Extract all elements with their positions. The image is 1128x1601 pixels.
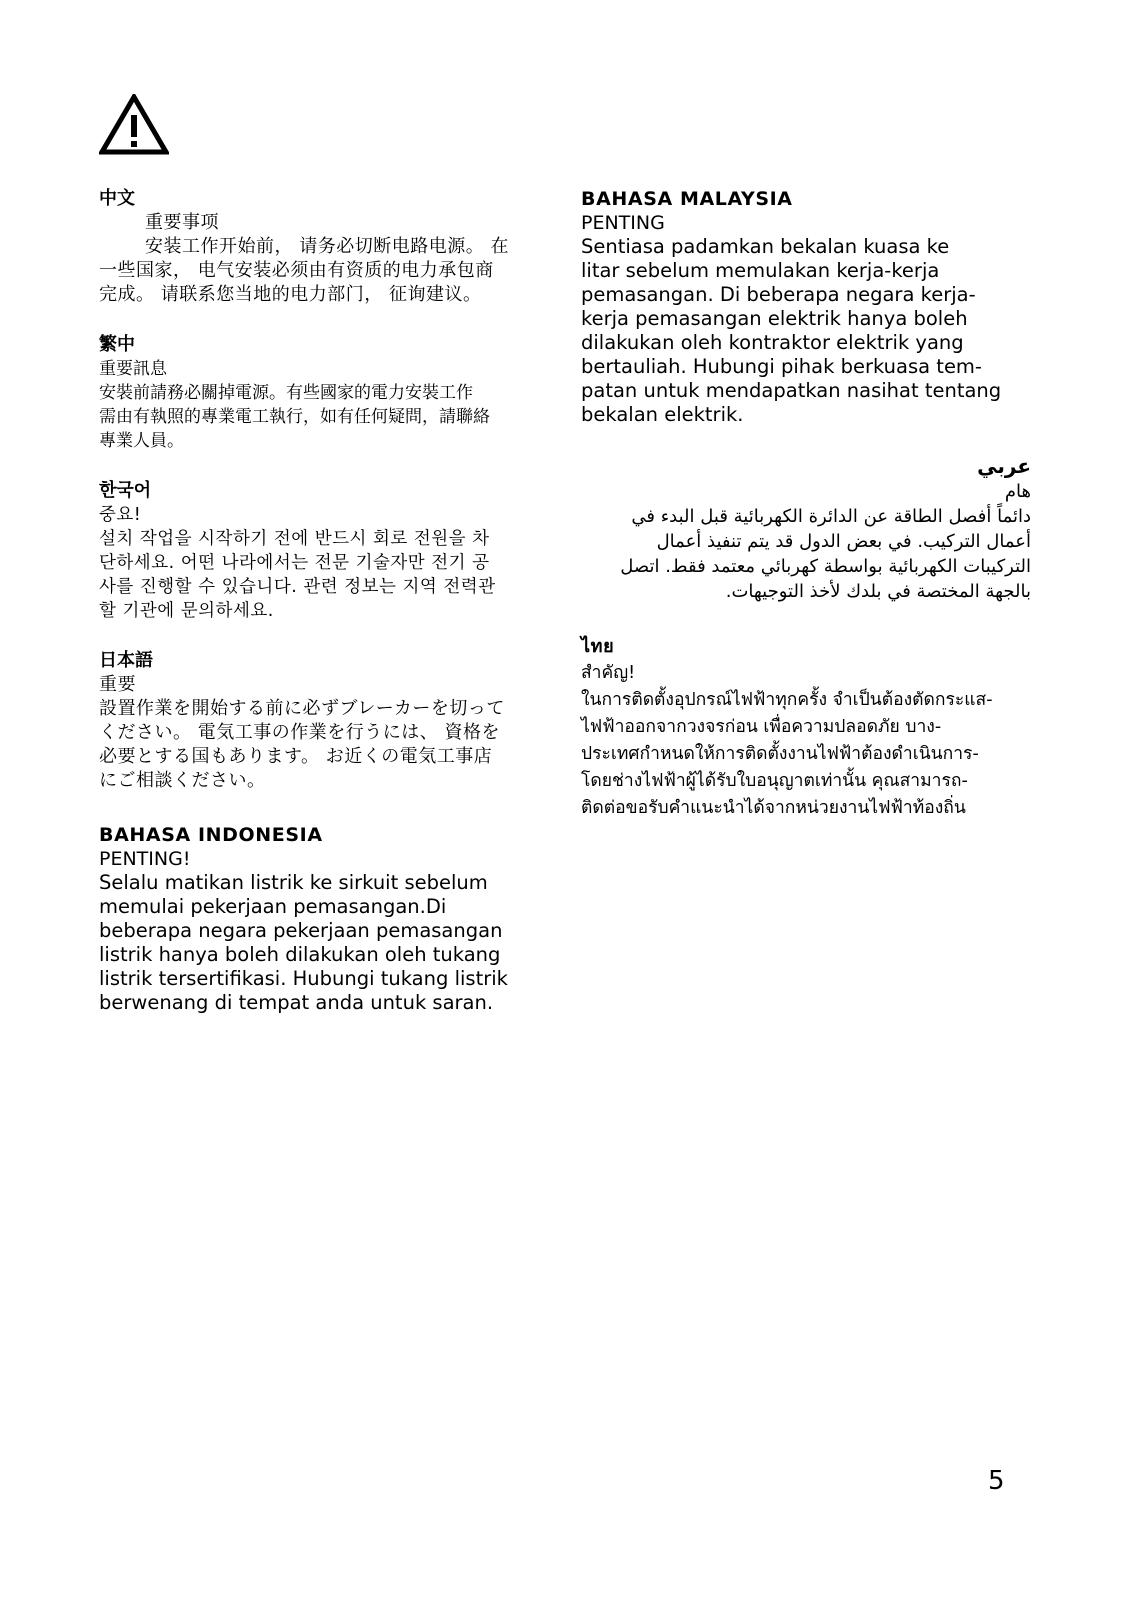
section-heading: 日本語	[99, 650, 153, 671]
section-thai	[581, 634, 1031, 822]
body-line: ประเทศกำหนดให้การติดตั้งงานไฟฟ้าต้องดำเนินการ-	[581, 744, 979, 764]
section-subheading: هام	[1004, 481, 1031, 502]
body-line: 설치 작업을 시작하기 전에 반드시 회로 전원을 차	[99, 529, 490, 549]
body-line: listrik tersertifikasi. Hubungi tukang listrik	[99, 967, 508, 990]
body-line: بالجهة المختصة في بلدك لأخذ التوجيهات.	[725, 581, 1031, 602]
body-line: 단하세요. 어떤 나라에서는 전문 기술자만 전기 공	[99, 553, 490, 573]
body-line: ไฟฟ้าออกจากวงจรก่อน เพื่อความปลอดภัย บาง-	[581, 717, 942, 737]
page-number: 5	[988, 1466, 1005, 1496]
section-korean	[99, 479, 549, 623]
body-line: memulai pekerjaan pemasangan.Di	[99, 895, 447, 918]
body-line: bekalan elektrik.	[581, 403, 744, 426]
section-japanese	[99, 649, 549, 793]
body-line: التركيبات الكهربائية بواسطة كهربائي معتمد فقط. اتصل	[620, 556, 1031, 577]
section-heading: BAHASA INDONESIA	[99, 824, 323, 846]
right-column	[581, 187, 1031, 822]
body-line: 設置作業を開始する前に必ずブレーカーを切って	[99, 698, 505, 719]
section-subheading: PENTING!	[99, 848, 191, 870]
body-line: berwenang di tempat anda untuk saran.	[99, 991, 494, 1014]
body-line: 安装工作开始前， 请务必切断电路电源。 在	[145, 236, 509, 257]
body-line: ติดต่อขอรับคำแนะนำได้จากหน่วยงานไฟฟ้าท้องถิ่น	[581, 798, 966, 818]
section-subheading: 重要訊息	[99, 359, 167, 379]
body-line: 安裝前請務必關掉電源。有些國家的電力安裝工作	[99, 383, 473, 403]
body-line: beberapa negara pekerjaan pemasangan	[99, 919, 503, 942]
section-subheading: 重要事项	[145, 212, 219, 233]
body-line: pemasangan. Di beberapa negara kerja-	[581, 283, 976, 306]
body-line: ください。 電気工事の作業を行うには、 資格を	[99, 722, 500, 743]
body-line: bertauliah. Hubungi pihak berkuasa tem-	[581, 355, 982, 378]
body-line: 完成。 请联系您当地的电力部门， 征询建议。	[99, 284, 482, 305]
section-heading: عربي	[977, 454, 1031, 478]
section-subheading: สำคัญ!	[581, 663, 636, 683]
body-line: litar sebelum memulakan kerja-kerja	[581, 259, 940, 282]
body-line: أعمال التركيب. في بعض الدول قد يتم تنفيذ أعمال	[656, 531, 1031, 552]
body-line: 할 기관에 문의하세요.	[99, 601, 274, 621]
body-line: listrik hanya boleh dilakukan oleh tukang	[99, 943, 501, 966]
body-line: 一些国家， 电气安装必须由有资质的电力承包商	[99, 260, 494, 281]
section-subheading: 重要	[99, 674, 136, 695]
body-line: kerja pemasangan elektrik hanya boleh	[581, 307, 968, 330]
section-heading: BAHASA MALAYSIA	[581, 188, 793, 210]
section-chinese-traditional	[99, 333, 549, 453]
body-line: دائماً أفصل الطاقة عن الدائرة الكهربائية قبل البدء في	[631, 506, 1031, 527]
body-line: dilakukan oleh kontraktor elektrik yang	[581, 331, 964, 354]
section-heading: 中文	[99, 188, 135, 209]
body-line: 必要とする国もあります。 お近くの電気工事店	[99, 746, 493, 767]
body-line: Selalu matikan listrik ke sirkuit sebelum	[99, 871, 488, 894]
section-heading: 한국어	[99, 480, 152, 501]
section-heading: ไทย	[581, 636, 615, 657]
body-line: โดยช่างไฟฟ้าผู้ได้รับใบอนุญาตเท่านั้น คุณสามารถ-	[581, 771, 968, 791]
section-bahasa-indonesia	[99, 823, 549, 1015]
body-line: patan untuk mendapatkan nasihat tentang	[581, 379, 1002, 402]
body-line: Sentiasa padamkan bekalan kuasa ke	[581, 235, 950, 258]
section-arabic	[581, 453, 1031, 604]
section-subheading: 중요!	[99, 505, 142, 525]
body-line: 需由有執照的專業電工執行，如有任何疑問，請聯絡	[99, 407, 490, 427]
body-line: 專業人員。	[99, 431, 184, 451]
warning-triangle-icon	[99, 94, 169, 156]
section-subheading: PENTING	[581, 212, 665, 234]
section-bahasa-malaysia	[581, 187, 1031, 427]
left-column	[99, 187, 549, 1015]
body-line: ในการติดตั้งอุปกรณ์ไฟฟ้าทุกครั้ง จำเป็นต้องตัดกระแส-	[581, 690, 993, 710]
section-chinese-simplified	[99, 187, 549, 307]
body-line: にご相談ください。	[99, 770, 266, 791]
section-heading: 繁中	[99, 334, 135, 355]
body-line: 사를 진행할 수 있습니다. 관련 정보는 지역 전력관	[99, 577, 496, 597]
